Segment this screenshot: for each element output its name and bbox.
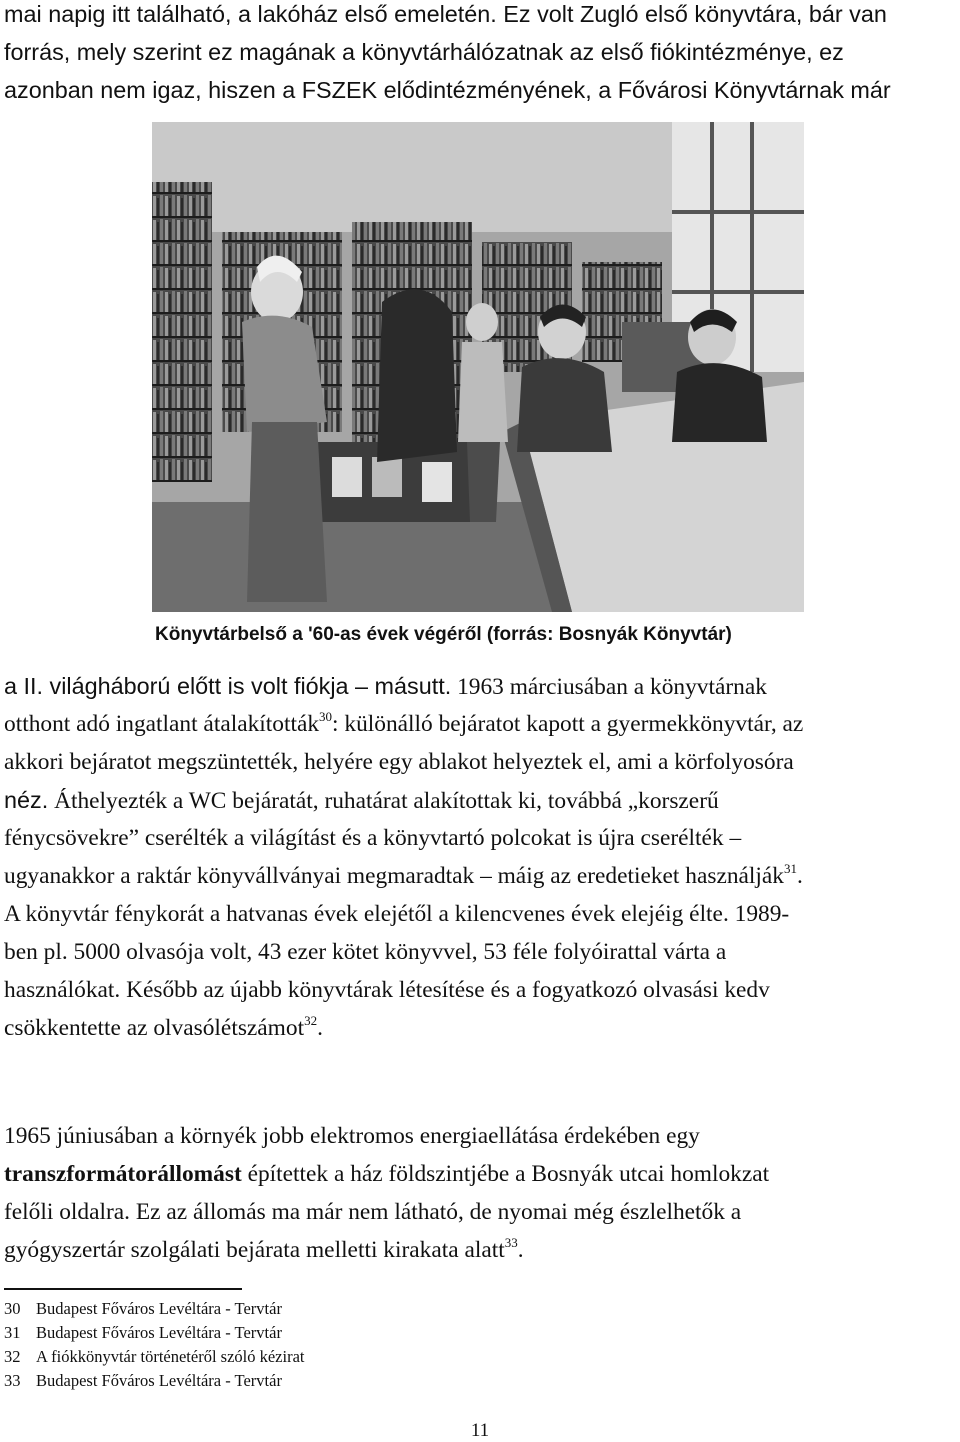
body-text-line: ben pl. 5000 olvasója volt, 43 ezer kötet könyvvel, 53 féle folyóirattal várta a [4, 939, 727, 965]
body-text-line: 1965 júniusában a környék jobb elektromos energiaellátása érdekében egy [4, 1123, 700, 1149]
body-text-line: A könyvtár fénykorát a hatvanas évek elejétől a kilencvenes évek elejéig élte. 1989- [4, 901, 790, 927]
footnote [4, 1323, 282, 1343]
text-span: . [797, 863, 803, 889]
footnote-number: 30 [4, 1299, 21, 1318]
bold-term: transzformátorállomást [4, 1161, 242, 1187]
footnote-ref: 30 [319, 709, 333, 724]
footnote-ref: 33 [504, 1235, 518, 1250]
body-text-line: azonban nem igaz, hiszen a FSZEK elődintézményének, a Fővárosi Könyvtárnak már [4, 77, 891, 103]
text-span: a II. világháború előtt is volt fiókja – másutt. [4, 673, 452, 699]
text-span: . [517, 1237, 524, 1263]
page-number: 11 [470, 1420, 490, 1441]
body-text-line: mai napig itt található, a lakóház első emeletén. Ez volt Zugló első könyvtára, bár van [4, 1, 887, 27]
text-span: ugyanakkor a raktár könyvállványai megmaradtak – máig az eredetieket használják [4, 863, 784, 889]
body-text-line [4, 862, 803, 893]
body-text-line [4, 786, 719, 815]
body-text-line: fénycsövekre” cserélték a világítást és a könyvtartó polcokat is újra cserélték – [4, 825, 742, 851]
text-span: Áthelyezték a WC bejáratát, ruhatárat alakítottak ki, továbbá „korszerű [48, 788, 719, 814]
body-text-line [4, 710, 803, 741]
footnote-separator [4, 1288, 242, 1290]
text-span: otthont adó ingatlant átalakították [4, 711, 320, 737]
text-span: : különálló bejáratot kapott a gyermekkönyvtár, az [332, 711, 804, 737]
body-text-line [4, 1014, 323, 1045]
body-text-line: felőli oldalra. Ez az állomás ma már nem látható, de nyomai még észlelhetők a [4, 1199, 742, 1225]
text-span: 1963 márciusában a könyvtárnak [451, 674, 767, 700]
library-interior-photo [152, 122, 804, 612]
body-text-line: forrás, mely szerint ez magának a könyvtárhálózatnak az első fiókintézménye, ez [4, 39, 844, 65]
footnote-text: Budapest Főváros Levéltára - Tervtár [36, 1299, 282, 1318]
text-span: építettek a ház földszintjébe a Bosnyák utcai homlokzat [241, 1161, 770, 1187]
footnote-text: Budapest Főváros Levéltára - Tervtár [36, 1323, 282, 1342]
text-span: . [317, 1015, 323, 1041]
text-span: gyógyszertár szolgálati bejárata melletti kirakata alatt [4, 1237, 505, 1263]
text-span: néz. [4, 787, 49, 813]
body-text-line [4, 1160, 769, 1188]
footnote-text: Budapest Főváros Levéltára - Tervtár [36, 1371, 282, 1390]
text-span: csökkentette az olvasólétszámot [4, 1015, 305, 1041]
footnote [4, 1299, 282, 1319]
footnote-number: 32 [4, 1347, 21, 1366]
body-text-line [4, 1236, 524, 1267]
photo-caption: Könyvtárbelső a '60-as évek végéről (forrás: Bosnyák Könyvtár) [155, 624, 732, 645]
body-text-line [4, 672, 767, 701]
footnote-text: A fiókkönyvtár történetéről szóló kézirat [36, 1347, 305, 1366]
footnote [4, 1371, 282, 1391]
footnote-number: 33 [4, 1371, 21, 1390]
footnote-ref: 32 [304, 1013, 318, 1028]
footnote-number: 31 [4, 1323, 21, 1342]
body-text-line: akkori bejáratot megszüntették, helyére egy ablakot helyeztek el, ami a körfolyosóra [4, 749, 794, 775]
footnote-ref: 31 [784, 861, 797, 876]
body-text-line: használókat. Később az újabb könyvtárak létesítése és a fogyatkozó olvasási kedv [4, 977, 770, 1003]
footnote [4, 1347, 305, 1367]
